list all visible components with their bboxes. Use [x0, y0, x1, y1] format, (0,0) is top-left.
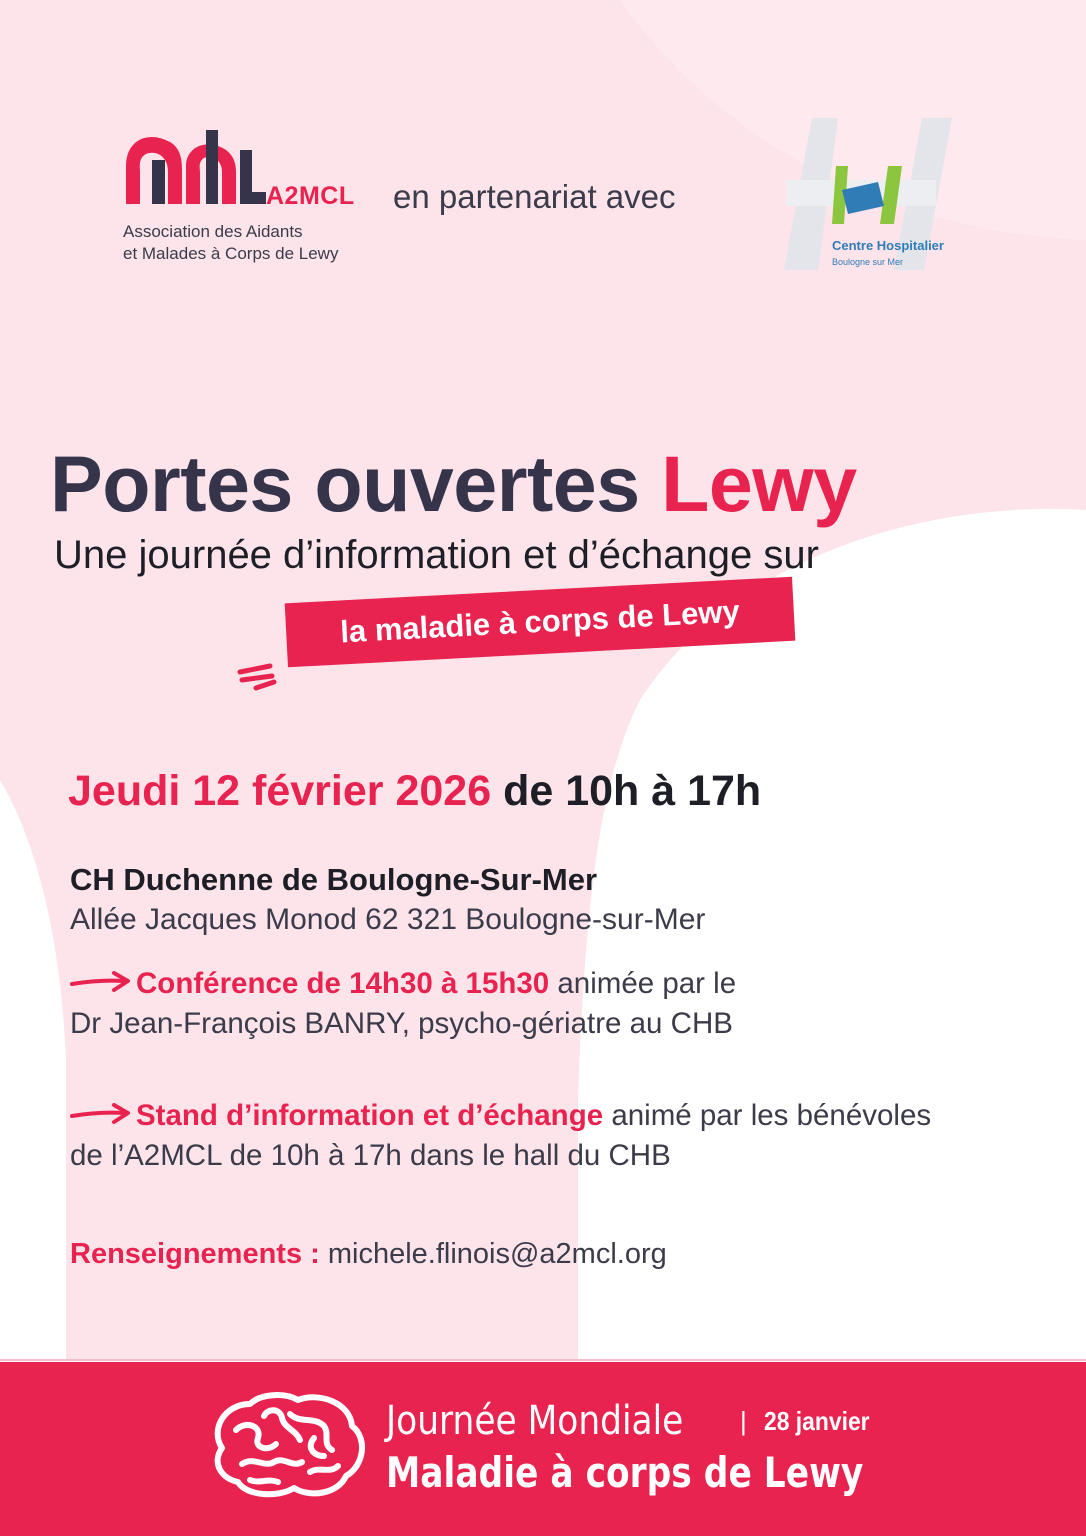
highlight-ribbon-text: la maladie à corps de Lewy — [339, 593, 741, 650]
footer-date: 28 janvier — [764, 1406, 870, 1436]
partner-text: en partenariat avec — [393, 178, 676, 215]
hospital-logo — [776, 114, 956, 274]
event-address: Allée Jacques Monod 62 321 Boulogne-sur-Mer — [70, 903, 706, 936]
footer-banner — [0, 1362, 1086, 1536]
arrow-right-icon — [70, 1103, 132, 1125]
footer-separator: | — [740, 1406, 747, 1436]
page-subtitle: Une journée d’information et d’échange sur — [54, 533, 819, 577]
event-time: de 10h à 17h — [491, 767, 762, 815]
arrow-right-icon — [70, 971, 132, 993]
program-item-line2: Dr Jean-François BANRY, psycho-gériatre au CHB — [70, 1007, 733, 1040]
a2mcl-logo — [118, 124, 388, 274]
program-item-highlight: Stand d’information et d’échange — [136, 1099, 604, 1132]
program-item-conference — [70, 964, 736, 1044]
page-title — [50, 438, 857, 530]
a2mcl-logo-subtitle-line1: Association des Aidants — [123, 222, 303, 241]
event-date-line — [68, 767, 761, 816]
a2mcl-logo-subtitle-line2: et Malades à Corps de Lewy — [123, 244, 339, 263]
program-item-stand — [70, 1096, 931, 1176]
event-date: Jeudi 12 février 2026 — [68, 767, 492, 815]
event-venue: CH Duchenne de Boulogne-Sur-Mer — [70, 862, 598, 897]
spark-accent-icon — [236, 660, 286, 694]
page-title-main: Portes ouvertes — [50, 439, 662, 528]
program-item-line2: de l’A2MCL de 10h à 17h dans le hall du CHB — [70, 1139, 671, 1172]
program-item-highlight: Conférence de 14h30 à 15h30 — [136, 967, 550, 1000]
a2mcl-logo-mark — [122, 130, 272, 208]
contact-label: Renseignements : — [70, 1238, 320, 1270]
program-item-text: animé par les bénévoles — [603, 1099, 932, 1132]
contact-line — [70, 1238, 667, 1271]
footer-title-line1: Journée Mondiale — [386, 1398, 684, 1444]
brain-icon — [202, 1390, 370, 1500]
footer-title-line2: Maladie à corps de Lewy — [386, 1448, 864, 1497]
page-title-accent: Lewy — [661, 439, 857, 528]
contact-email-link[interactable]: michele.flinois@a2mcl.org — [319, 1238, 667, 1270]
hospital-logo-city: Boulogne sur Mer — [832, 257, 904, 267]
a2mcl-logo-name: A2MCL — [266, 182, 355, 210]
program-item-text: animée par le — [549, 967, 737, 1000]
footer-divider — [0, 1359, 1086, 1361]
hospital-logo-name: Centre Hospitalier — [832, 238, 944, 253]
